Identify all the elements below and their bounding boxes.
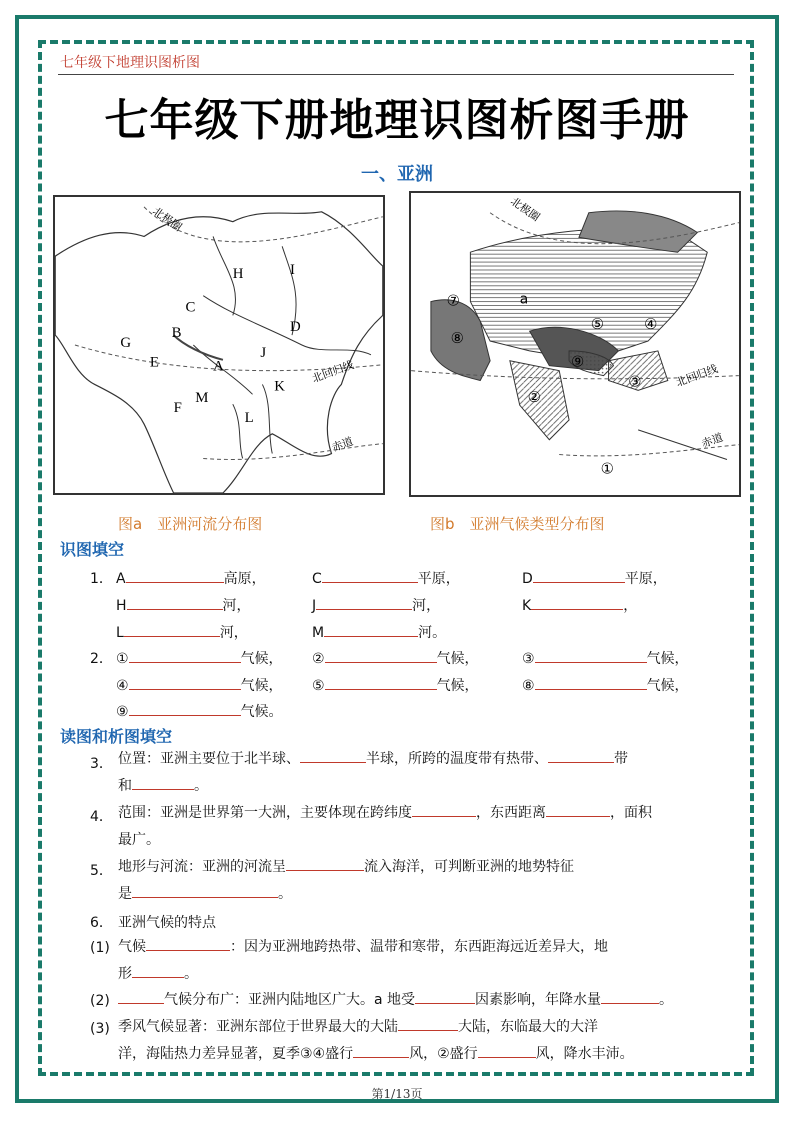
map-b-marker: ⑦ [446,292,460,310]
q3-number: 3． [90,756,113,772]
heading-identify: 识图填空 [60,540,125,559]
q6-part1-number: (1) [90,940,110,956]
running-header: 七年级下地理识图析图 [60,55,200,71]
asia-climate-map-drawing [411,193,739,495]
asia-river-map [53,195,385,495]
answer-blank[interactable] [127,597,223,610]
map-b-marker: ④ [644,316,658,334]
map-a-equator-label: 赤道 [330,434,355,455]
q1-item: L 河， [116,625,248,641]
q2-item: ③ 气候， [522,651,689,667]
answer-blank[interactable] [533,570,625,583]
q6-text: 亚洲气候的特点 [118,915,216,931]
q6-number: 6． [90,915,113,931]
q4-text: 范围：亚洲是世界第一大洲，主要体现在跨纬度 ，东西距离 ，面积 最广。 [118,805,652,848]
q6-part1-text: 气候 ：因为亚洲地跨热带、温带和寒带，东西距海远近差异大，地 形 。 [118,939,608,982]
q1-item: K ， [522,598,638,614]
map-b-arctic-label: 北极圈 [508,194,543,224]
q2-item: ⑧ 气候， [522,678,689,694]
answer-blank[interactable] [353,1045,409,1058]
map-a-label: F [173,400,182,417]
answer-blank[interactable] [124,624,220,637]
map-b-marker: ③ [628,373,642,391]
q2-item: ⑨ 气候。 [116,704,283,720]
section-title: 一、亚洲 [361,164,433,185]
q1-item: D 平原， [522,571,667,587]
map-a-label: J [260,344,267,361]
answer-blank[interactable] [129,677,241,690]
answer-blank[interactable] [415,991,475,1004]
map-a-label: K [274,378,285,395]
answer-blank[interactable] [546,804,610,817]
q3-text: 位置：亚洲主要位于北半球、 半球，所跨的温度带有热带、 带 和 。 [118,751,628,794]
map-b-marker: a [519,291,529,308]
q5-text: 地形与河流：亚洲的河流呈 流入海洋，可判断亚洲的地势特征 是 。 [118,859,574,902]
page-number: 第1/13页 [371,1087,423,1101]
map-a-label: L [244,409,254,426]
answer-blank[interactable] [412,804,476,817]
q6-part2-text: 气候分布广：亚洲内陆地区广大。a 地受 因素影响，年降水量 。 [118,987,724,1014]
page-title: 七年级下册地理识图析图手册 [104,95,690,146]
q2-item: ① 气候， [116,651,283,667]
asia-climate-map [409,191,741,497]
q1-item: C 平原， [312,571,460,587]
map-a-label: I [290,261,295,278]
q6-part2-number: (2) [90,993,110,1009]
map-a-label: E [149,354,159,371]
map-a-label: B [171,325,182,342]
map-b-marker: ② [527,389,541,407]
q2-number: 2． [90,651,113,667]
answer-blank[interactable] [129,650,241,663]
map-a-label: H [232,265,244,282]
answer-blank[interactable] [300,750,366,763]
map-b-marker: ⑤ [590,316,605,334]
map-a-arctic-label: 北极圈 [150,204,185,234]
answer-blank[interactable] [535,650,647,663]
answer-blank[interactable] [322,570,418,583]
map-a-label: D [290,319,301,336]
q1-number: 1． [90,571,113,587]
q1-item: A 高原， [116,571,266,587]
map-a-label: M [195,390,209,407]
heading-analysis: 读图和析图填空 [60,727,173,746]
map-a-label: A [213,358,224,375]
answer-blank[interactable] [531,597,623,610]
q1-item: J 河， [312,598,441,614]
caption-map-a: 图a 亚洲河流分布图 [118,515,263,533]
map-b-marker: ⑧ [450,330,464,348]
answer-blank[interactable] [118,991,164,1004]
map-a-label: G [120,334,132,351]
answer-blank[interactable] [324,624,418,637]
asia-river-map-drawing [55,197,383,493]
answer-blank[interactable] [132,965,184,978]
answer-blank[interactable] [325,677,437,690]
q1-item: M 河。 [312,625,447,641]
answer-blank[interactable] [398,1018,458,1031]
q6-part3-number: (3) [90,1021,110,1037]
map-b-tropic-label: 北回归线 [674,362,720,390]
map-a-label: C [185,299,196,316]
answer-blank[interactable] [316,597,412,610]
q4-number: 4． [90,809,113,825]
map-b-marker: ① [600,460,614,478]
q5-number: 5． [90,863,113,879]
answer-blank[interactable] [325,650,437,663]
answer-blank[interactable] [601,991,659,1004]
q1-item: H 河， [116,598,251,614]
q2-item: ④ 气候， [116,678,283,694]
answer-blank[interactable] [535,677,647,690]
caption-map-b: 图b 亚洲气候类型分布图 [430,515,605,533]
answer-blank[interactable] [548,750,614,763]
answer-blank[interactable] [146,938,230,951]
answer-blank[interactable] [132,777,194,790]
answer-blank[interactable] [132,885,278,898]
answer-blank[interactable] [126,570,224,583]
q2-item: ⑤ 气候， [312,678,479,694]
q2-item: ② 气候， [312,651,479,667]
map-a-tropic-label: 北回归线 [310,358,356,386]
answer-blank[interactable] [129,703,241,716]
answer-blank[interactable] [478,1045,536,1058]
map-b-equator-label: 赤道 [699,430,725,451]
q6-part3-text: 季风气候显著：亚洲东部位于世界最大的大陆 大陆，东临最大的大洋 洋，海陆热力差异显著，夏季③④盛行 风，②盛行 风，降水丰沛。 [118,1019,634,1062]
header-rule [58,74,734,75]
map-b-marker: ⑨ [571,353,585,371]
answer-blank[interactable] [286,858,364,871]
